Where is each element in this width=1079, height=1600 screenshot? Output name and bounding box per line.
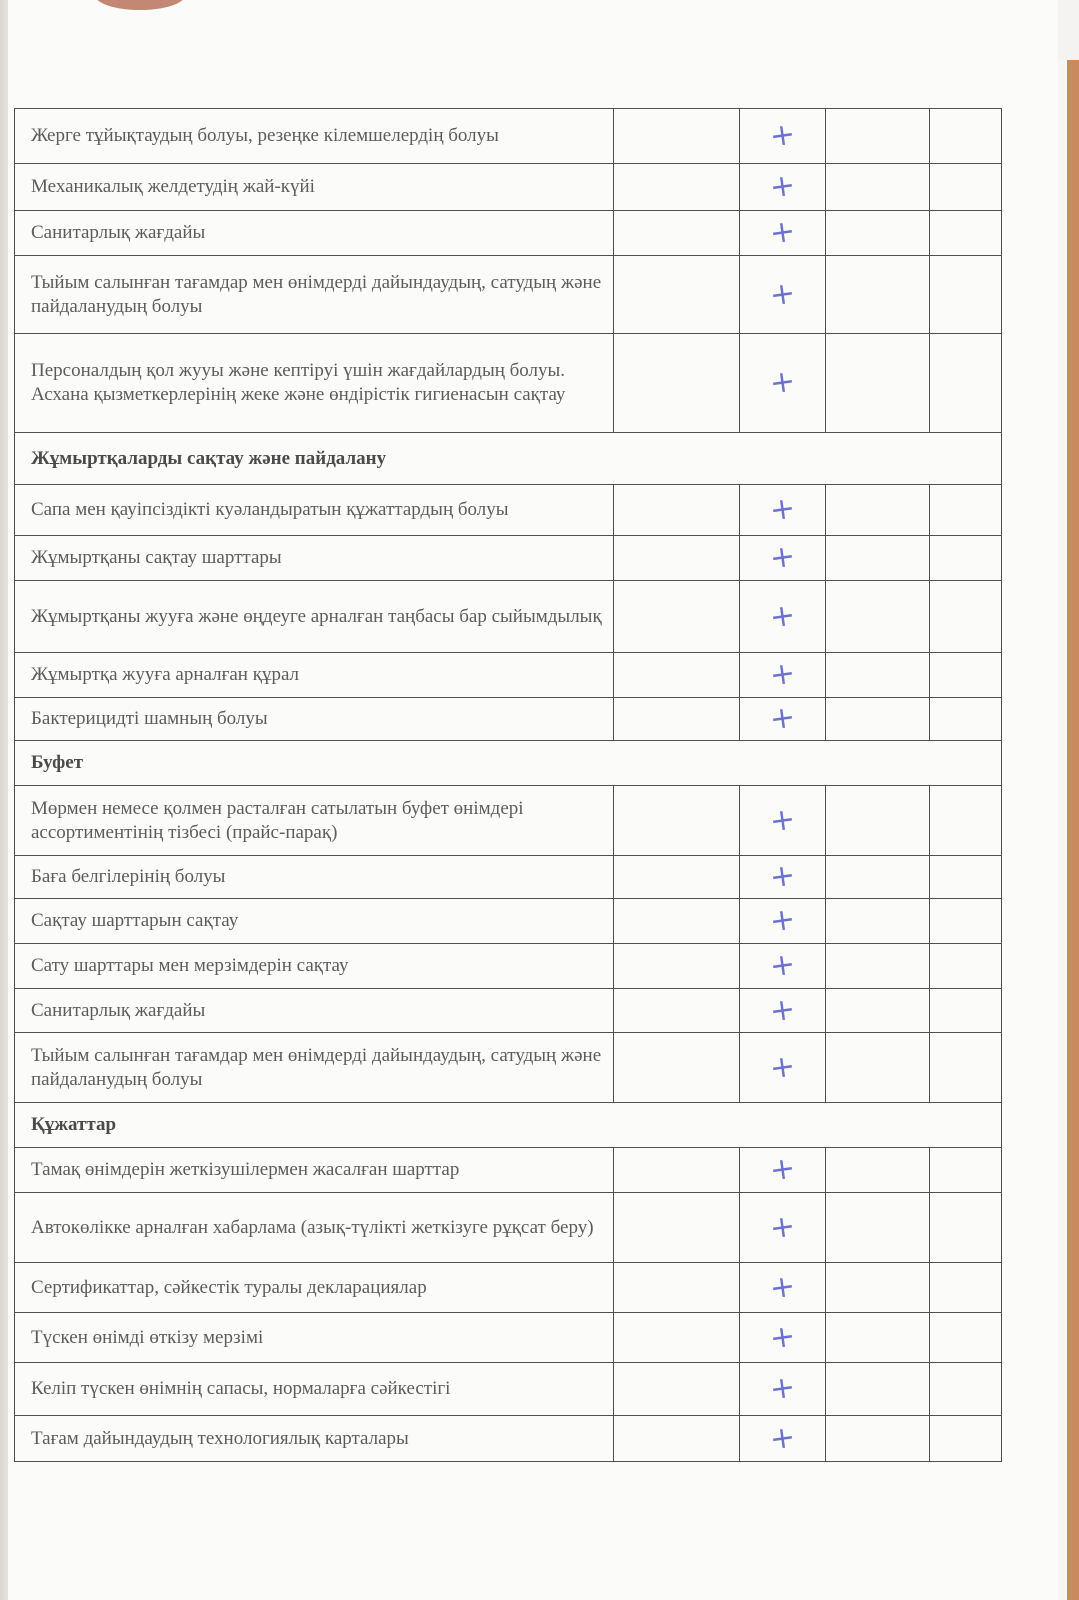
mark-cell [739,989,825,1032]
mark-cell [739,1033,825,1102]
mark-cell [739,786,825,855]
empty-cell [929,989,1001,1032]
mark-cell [739,899,825,943]
handwritten-plus-mark: + [767,699,798,738]
checklist-row [15,210,1001,255]
checklist-row [15,652,1001,697]
mark-cell [739,698,825,740]
item-description: Персоналдың қол жууы және кептіруі үшін жағдайлардың болуы. Асхана қызметкерлерінің жеке және өндірістік гигиенасын сақтау [31,360,566,405]
empty-cell [825,899,929,943]
mark-cell [739,856,825,898]
empty-cell [613,1148,739,1192]
empty-cell [613,334,739,432]
checklist-row [15,898,1001,943]
empty-cell [825,1313,929,1362]
mark-cell [739,1193,825,1262]
empty-cell [613,1193,739,1262]
item-description: Жұмыртқаны жууға және өңдеуге арналған таңбасы бар сыйымдылық [31,605,602,627]
checklist-row [15,1147,1001,1192]
item-description: Сапа мен қауіпсіздікті куәландыратын құжаттардың болуы [31,499,509,520]
handwritten-plus-mark: + [767,213,798,252]
empty-cell [825,1193,929,1262]
checklist-row [15,163,1001,210]
empty-cell [825,653,929,697]
checklist-row [15,333,1001,432]
empty-cell [929,944,1001,988]
empty-cell [613,164,739,210]
mark-cell [739,485,825,535]
empty-cell [929,1193,1001,1262]
empty-cell [929,856,1001,898]
item-description: Баға белгілерінің болуы [31,866,226,887]
handwritten-plus-mark: + [767,901,798,940]
empty-cell [825,944,929,988]
empty-cell [929,653,1001,697]
empty-cell [613,109,739,163]
checklist-row [15,785,1001,855]
checklist-row [15,1192,1001,1262]
handwritten-plus-mark: + [767,1317,798,1357]
empty-cell [825,581,929,652]
empty-cell [613,698,739,740]
empty-cell [825,1263,929,1312]
empty-cell [825,856,929,898]
empty-cell [825,1416,929,1461]
handwritten-plus-mark: + [767,1150,798,1189]
mark-cell [739,653,825,697]
checklist-row [15,484,1001,535]
mark-cell [739,1148,825,1192]
item-description: Мөрмен немесе қолмен расталған сатылатын буфет өнімдері ассортиментінің тізбесі (прайс-парақ) [31,797,524,843]
section-title: Жұмыртқаларды сақтау және пайдалану [31,447,387,469]
item-description: Келіп түскен өнімнің сапасы, нормаларға сәйкестігі [31,1378,451,1399]
mark-cell [739,256,825,333]
handwritten-plus-mark: + [767,274,798,314]
mark-cell [739,164,825,210]
item-description: Санитарлық жағдайы [31,222,206,243]
empty-cell [929,1148,1001,1192]
empty-cell [825,1363,929,1415]
mark-cell [739,581,825,652]
empty-cell [929,536,1001,580]
empty-cell [825,698,929,740]
empty-cell [825,786,929,855]
empty-cell [929,698,1001,740]
handwritten-plus-mark: + [767,1207,798,1247]
item-description: Сату шарттары мен мерзімдерін сақтау [31,955,349,976]
empty-cell [613,899,739,943]
empty-cell [613,1416,739,1461]
handwritten-plus-mark: + [767,1267,798,1307]
scan-background-right [1067,60,1079,1600]
empty-cell [929,485,1001,535]
empty-cell [825,164,929,210]
empty-cell [613,1033,739,1102]
mark-cell [739,1363,825,1415]
handwritten-plus-mark: + [767,946,798,985]
mark-cell [739,1263,825,1312]
empty-cell [825,485,929,535]
handwritten-plus-mark: + [767,655,798,694]
checklist-row [15,943,1001,988]
handwritten-plus-mark: + [767,116,798,155]
mark-cell [739,1313,825,1362]
empty-cell [929,109,1001,163]
item-description: Тыйым салынған тағамдар мен өнімдерді дайындаудың, сатудың және пайдаланудың болуы [31,271,602,317]
empty-cell [929,1033,1001,1102]
mark-cell [739,536,825,580]
item-description: Жұмыртқа жууға арналған құрал [31,664,300,685]
item-description: Жұмыртқаны сақтау шарттары [31,547,282,568]
empty-cell [929,211,1001,255]
handwritten-plus-mark: + [767,1369,798,1408]
handwritten-plus-mark: + [767,990,798,1030]
empty-cell [613,211,739,255]
handwritten-plus-mark: + [767,363,798,402]
item-description: Санитарлық жағдайы [31,999,206,1021]
empty-cell [613,653,739,697]
empty-cell [929,1363,1001,1415]
checklist-row [15,108,1001,163]
item-description: Тыйым салынған тағамдар мен өнімдерді дайындаудың, сатудың және пайдаланудың болуы [31,1044,602,1090]
handwritten-plus-mark: + [767,800,798,840]
empty-cell [929,786,1001,855]
empty-cell [613,485,739,535]
section-header-row [15,432,1001,484]
mark-cell [739,1416,825,1461]
empty-cell [613,944,739,988]
empty-cell [825,334,929,432]
handwritten-plus-mark: + [767,857,798,896]
handwritten-plus-mark: + [767,167,798,206]
checklist-row [15,1362,1001,1415]
mark-cell [739,334,825,432]
empty-cell [825,536,929,580]
item-description: Автокөлікке арналған хабарлама (азық-түлікті жеткізуге рұқсат беру) [31,1216,594,1238]
section-title: Буфет [31,752,84,773]
mark-cell [739,211,825,255]
handwritten-plus-mark: + [767,538,798,577]
empty-cell [929,334,1001,432]
handwritten-plus-mark: + [767,490,798,529]
checklist-row [15,580,1001,652]
checklist-row [15,1415,1001,1462]
empty-cell [613,1263,739,1312]
empty-cell [825,256,929,333]
section-header-row [15,740,1001,785]
empty-cell [613,581,739,652]
checklist-row [15,1312,1001,1362]
empty-cell [825,109,929,163]
handwritten-plus-mark: + [767,1047,798,1087]
mark-cell [739,944,825,988]
mark-cell [739,109,825,163]
item-description: Механикалық желдетудің жай-күйі [31,176,315,197]
empty-cell [613,536,739,580]
empty-cell [929,164,1001,210]
empty-cell [929,899,1001,943]
checklist-table [14,108,1002,1462]
checklist-row [15,1262,1001,1312]
empty-cell [613,1363,739,1415]
handwritten-plus-mark: + [767,596,798,636]
empty-cell [929,1263,1001,1312]
checklist-row [15,535,1001,580]
empty-cell [825,1148,929,1192]
empty-cell [613,256,739,333]
empty-cell [929,1313,1001,1362]
item-description: Тамақ өнімдерін жеткізушілермен жасалған шарттар [31,1159,460,1180]
empty-cell [825,211,929,255]
item-description: Жерге тұйықтаудың болуы, резеңке кілемшелердің болуы [31,125,499,146]
empty-cell [929,256,1001,333]
empty-cell [929,581,1001,652]
empty-cell [825,989,929,1032]
item-description: Бактерицидті шамның болуы [31,708,268,729]
item-description: Тағам дайындаудың технологиялық карталары [31,1427,409,1449]
empty-cell [825,1033,929,1102]
checklist-row [15,697,1001,740]
empty-cell [613,856,739,898]
empty-cell [929,1416,1001,1461]
section-title: Құжаттар [31,1114,117,1135]
handwritten-plus-mark: + [767,1418,798,1458]
item-description: Сертификаттар, сәйкестік туралы декларациялар [31,1276,427,1298]
checklist-row [15,1032,1001,1102]
empty-cell [613,786,739,855]
section-header-row [15,1102,1001,1147]
empty-cell [613,1313,739,1362]
empty-cell [613,989,739,1032]
checklist-row [15,255,1001,333]
item-description: Түскен өнімді өткізу мерзімі [31,1326,264,1348]
checklist-row [15,855,1001,898]
item-description: Сақтау шарттарын сақтау [31,910,239,931]
checklist-row [15,988,1001,1032]
